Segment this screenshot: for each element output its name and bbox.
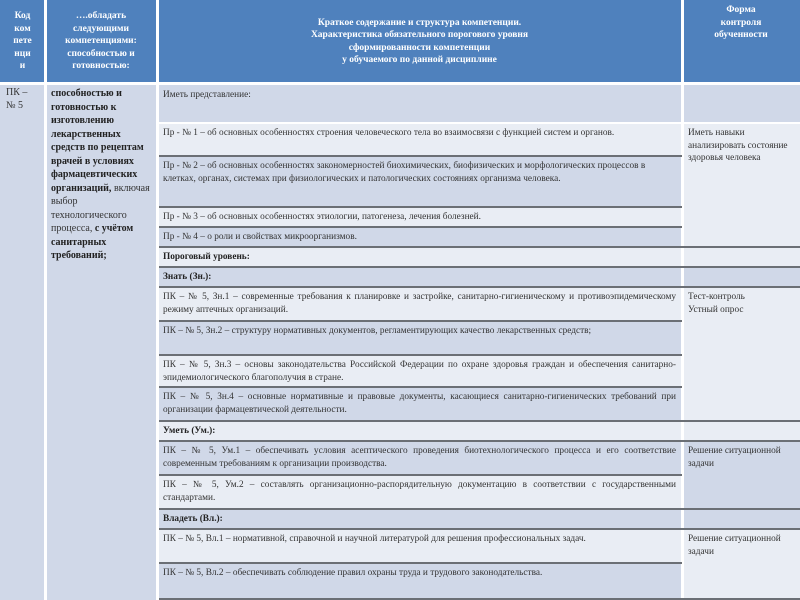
row-divider (159, 246, 800, 248)
control-empty-1 (682, 85, 800, 123)
row-threshold-level: Пороговый уровень: (157, 247, 682, 267)
competence-code: ПК – № 5 (0, 83, 45, 600)
header-content: Краткое содержание и структура компетенции. Характеристика обязательного порогового уровня сформированности компетенции у обучаемого по данной дисциплине (157, 0, 682, 83)
control-own: Решение ситуационной задачи (682, 529, 800, 600)
header-competence: ….обладать следующими компетенциями: способностью и готовностью: (45, 0, 157, 83)
competence-description-bold-2: с учётом санитарных требований; (51, 223, 134, 261)
competence-description (45, 83, 157, 600)
col-divider (44, 0, 47, 600)
competence-description-normal: включая выбор технологического процесса, (51, 182, 150, 234)
control-empty-5 (682, 509, 800, 529)
row-zn-4: ПК – № 5, Зн.4 – основные нормативные и правовые документы, касающиеся санитарно-гигиенических требований при организации фармацевтической деятельности. (157, 387, 682, 421)
header-code: Код ком пете нци и (0, 0, 45, 83)
control-empty-2 (682, 247, 800, 267)
row-divider (159, 354, 682, 356)
header-control: Форма контроля обученности (682, 0, 800, 83)
row-zn-3: ПК – № 5, Зн.3 – основы законодательства Российской Федерации по охране здоровья граждан и обеспечения санитарно-эпидемиологического благополучия в стране. (157, 355, 682, 387)
row-pr-2: Пр - № 2 – об основных особенностях закономерностей биохимических, биофизических и морфологических процессов в клетках, органах, системах при физиологических и патологических состояниях организма человека. (157, 156, 682, 207)
row-pr-4: Пр - № 4 – о роли и свойствах микроорганизмов. (157, 227, 682, 247)
row-pr-3: Пр - № 3 – об основных особенностях этиологии, патогенеза, лечения болезней. (157, 207, 682, 227)
col-divider (156, 0, 159, 600)
row-zn-1: ПК – № 5, Зн.1 – современные требования к планировке и застройке, санитарно-гигиеническому и противоэпидемическому режиму аптечных организаций. (157, 287, 682, 321)
row-zn-2: ПК – № 5, Зн.2 – структуру нормативных документов, регламентирующих качество лекарственных средств; (157, 321, 682, 355)
row-vl-1: ПК – № 5, Вл.1 – нормативной, справочной и научной литературой для решения профессиональных задач. (157, 529, 682, 563)
control-empty-3 (682, 267, 800, 287)
row-can-heading: Уметь (Ум.): (157, 421, 682, 441)
row-divider (159, 508, 800, 510)
row-um-2: ПК – № 5, Ум.2 – составлять организационно-распорядительную документацию в соответствии с государственными стандартами. (157, 475, 682, 509)
control-empty-4 (682, 421, 800, 441)
row-divider (159, 528, 800, 530)
control-can: Решение ситуационной задачи (682, 441, 800, 509)
row-divider (159, 266, 800, 268)
row-um-1: ПК – № 5, Ум.1 – обеспечивать условия асептического проведения биотехнологического процесса и его соответствие современным требованиям к организации производства. (157, 441, 682, 475)
row-divider (159, 320, 682, 322)
row-divider (159, 155, 682, 157)
competence-description-bold-1: способностью и готовностью к изготовлению лекарственных средств по рецептам врачей в условиях фармацевтических организаций, (51, 88, 144, 194)
control-know: Тест-контроль Устный опрос (682, 287, 800, 421)
row-divider (159, 440, 800, 442)
header-divider (0, 82, 800, 85)
row-divider (159, 420, 800, 422)
row-divider (159, 206, 682, 208)
row-own-heading: Владеть (Вл.): (157, 509, 682, 529)
row-divider (159, 286, 800, 288)
row-know-heading: Знать (Зн.): (157, 267, 682, 287)
col-divider (681, 0, 684, 600)
row-divider (159, 562, 682, 564)
row-vl-2: ПК – № 5, Вл.2 – обеспечивать соблюдение правил охраны труда и трудового законодательства. (157, 563, 682, 600)
control-skills: Иметь навыки анализировать состояние здоровья человека (682, 123, 800, 247)
row-divider (159, 474, 682, 476)
row-have-idea: Иметь представление: (157, 85, 682, 123)
row-pr-1: Пр - № 1 – об основных особенностях строения человеческого тела во взаимосвязи с функцией систем и органов. (157, 123, 682, 156)
row-divider (159, 226, 682, 228)
row-divider-light (159, 122, 800, 124)
row-divider (159, 386, 682, 388)
